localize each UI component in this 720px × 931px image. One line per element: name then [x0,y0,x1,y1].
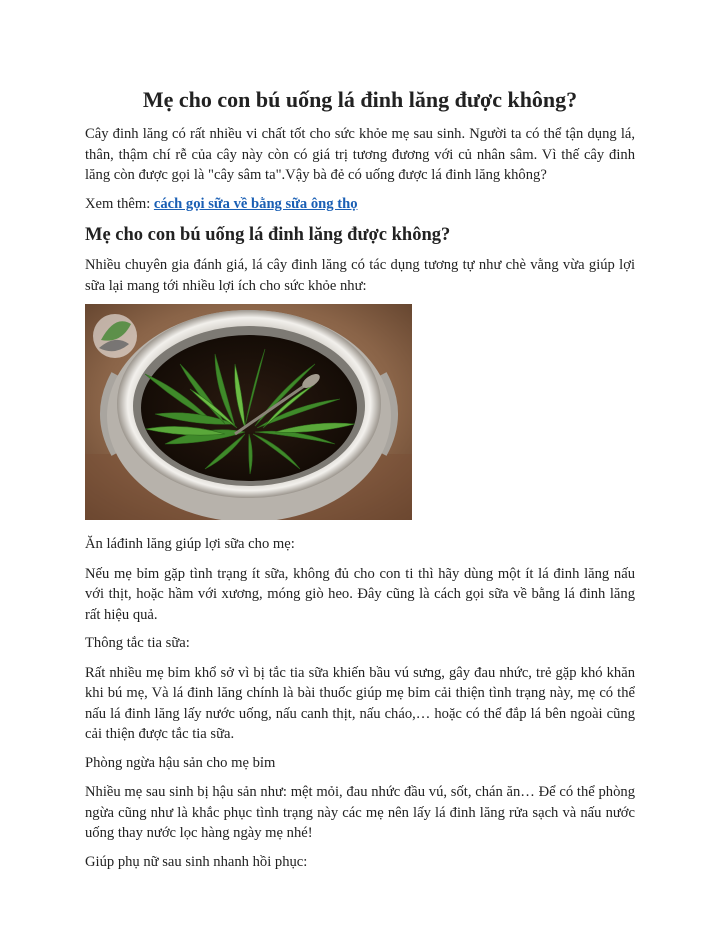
document-page [85,86,635,881]
see-also-prefix: Xem thêm: [85,195,154,212]
see-also-line [85,194,635,215]
page-title: Mẹ cho con bú uống lá đinh lăng được không? [142,87,578,112]
benefit-heading-2: Thông tắc tia sữa: [85,635,190,651]
benefit-heading-4: Giúp phụ nữ sau sinh nhanh hồi phục: [85,853,308,870]
section-intro: Nhiều chuyên gia đánh giá, lá cây đinh lăng có tác dụng tương tự như chè vằng vừa giúp lợi sữa lại mang tới nhiều lợi ích cho sức khỏe như: [85,257,635,294]
intro-paragraph: Cây đinh lăng có rất nhiều vi chất tốt cho sức khỏe mẹ sau sinh. Người ta có thể tận dụng lá, thân, thậm chí rễ của cây này còn có giá trị tương đương với củ nhân sâm. Vì thế cây đinh lăng còn được gọi là "cây sâm ta".Vậy bà đẻ có uống được lá đinh lăng không? [85,126,635,183]
dinh-lang-pot-photo [85,304,412,520]
benefit-heading-1: Ăn láđinh lăng giúp lợi sữa cho mẹ: [85,536,295,552]
watermark-logo [93,314,137,358]
benefit-body-2: Rất nhiều mẹ bỉm khổ sở vì bị tắc tia sữa khiến bầu vú sưng, gây đau nhức, trẻ gặp khó khăn khi bú mẹ, Và lá đinh lăng chính là bài thuốc giúp mẹ bỉm cải thiện tình trạng này, mẹ có thể nấu lá đinh lăng lấy nước uống, nấu canh thịt, nấu cháo,… hoặc có thể đắp lá bên ngoài cũng cải thiện được tắc tia sữa. [85,664,635,742]
benefit-body-1: Nếu mẹ bỉm gặp tình trạng ít sữa, không đủ cho con ti thì hãy dùng một ít lá đinh lăng nấu với thịt, hoặc hầm với xương, móng giò heo. Đây cũng là cách gọi sữa về bằng lá đinh lăng rất hiệu quả. [85,565,635,623]
see-also-link[interactable]: cách gọi sữa về bằng sữa ông thọ [153,195,358,212]
section-heading: Mẹ cho con bú uống lá đinh lăng được không? [85,225,451,245]
benefit-body-3: Nhiều mẹ sau sinh bị hậu sản như: mệt mỏi, đau nhức đầu vú, sốt, chán ăn… Để có thể phòng ngừa cũng như là khắc phục tình trạng này các mẹ nên lấy lá đinh lăng rửa sạch và nấu nước uống thay nước lọc hàng ngày mẹ nhé! [85,784,635,841]
benefit-heading-3: Phòng ngừa hậu sản cho mẹ bỉm [85,754,276,771]
